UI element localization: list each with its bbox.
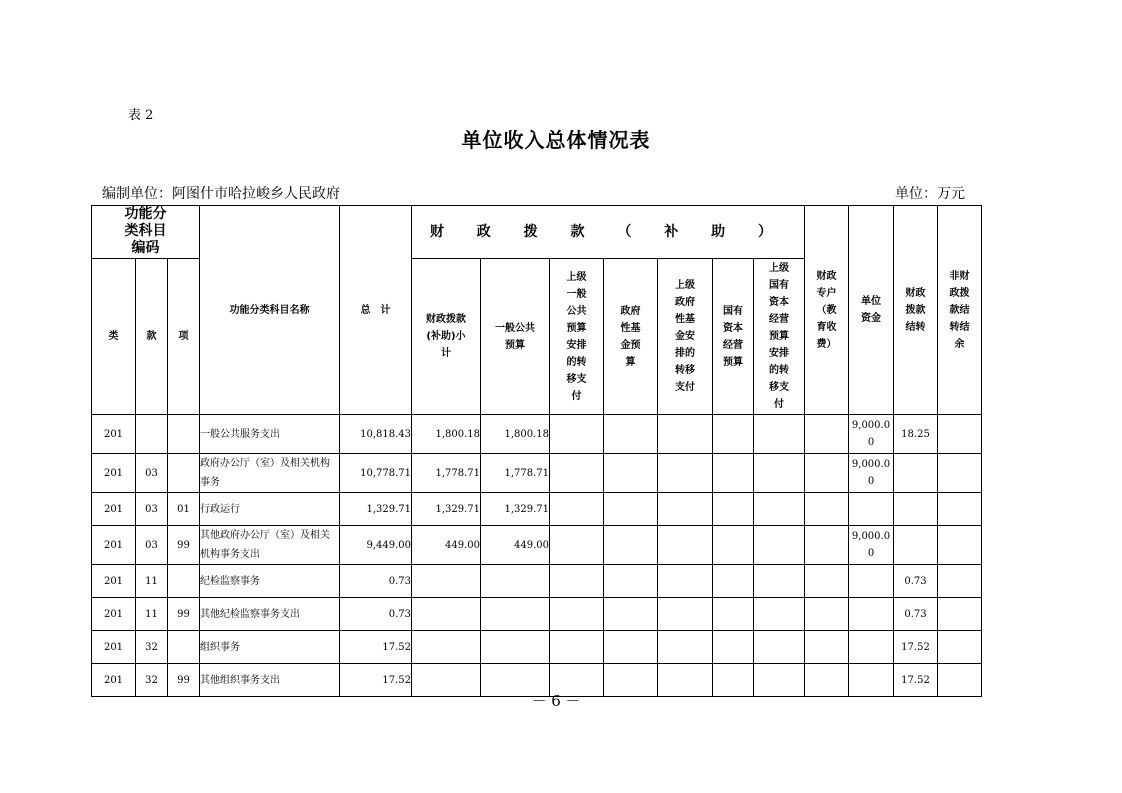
cell-unit-funds <box>849 598 894 631</box>
cell-unit-funds <box>849 631 894 664</box>
cell-kuan: 03 <box>136 454 168 493</box>
cell-xiang: 99 <box>168 526 200 565</box>
cell-name: 其他纪检监察事务支出 <box>200 598 340 631</box>
cell-total: 17.52 <box>340 664 412 697</box>
cell-lei: 201 <box>92 526 136 565</box>
cell-fiscal-carryover: 18.25 <box>894 415 938 454</box>
cell-lei: 201 <box>92 565 136 598</box>
cell-name: 行政运行 <box>200 493 340 526</box>
header-upper-fund-transfer: 上级政府性基金安排的转移支付 <box>658 259 713 415</box>
header-xiang: 项 <box>168 259 200 415</box>
table-row <box>92 493 982 526</box>
cell-xiang <box>168 565 200 598</box>
cell-lei: 201 <box>92 664 136 697</box>
table-row <box>92 526 982 565</box>
cell-general-budget: 1,778.71 <box>481 454 550 493</box>
cell-fiscal-subtotal: 1,800.18 <box>412 415 481 454</box>
cell-general-budget: 1,329.71 <box>481 493 550 526</box>
cell-unit-funds <box>849 493 894 526</box>
header-total: 总 计 <box>340 206 412 415</box>
cell-xiang: 01 <box>168 493 200 526</box>
cell-total: 0.73 <box>340 565 412 598</box>
cell-unit-funds: 9,000.00 <box>849 415 894 454</box>
cell-general-budget <box>481 565 550 598</box>
header-state-capital: 国有资本经营预算 <box>713 259 754 415</box>
cell-lei: 201 <box>92 493 136 526</box>
cell-fiscal-carryover: 0.73 <box>894 598 938 631</box>
cell-lei: 201 <box>92 631 136 664</box>
page-title: 单位收入总体情况表 <box>461 128 651 152</box>
table-row <box>92 565 982 598</box>
cell-name: 组织事务 <box>200 631 340 664</box>
cell-fiscal-subtotal: 1,329.71 <box>412 493 481 526</box>
cell-kuan: 03 <box>136 493 168 526</box>
cell-name: 政府办公厅（室）及相关机构事务 <box>200 454 340 493</box>
cell-lei: 201 <box>92 415 136 454</box>
cell-total: 10,778.71 <box>340 454 412 493</box>
header-fiscal-carryover: 财政拨款结转 <box>894 206 938 415</box>
header-gov-fund: 政府性基金预算 <box>604 259 658 415</box>
cell-xiang <box>168 415 200 454</box>
header-special-account: 财政专户（教育收费） <box>805 206 849 415</box>
header-unit-funds: 单位资金 <box>849 206 894 415</box>
cell-total: 1,329.71 <box>340 493 412 526</box>
cell-fiscal-carryover: 17.52 <box>894 631 938 664</box>
cell-fiscal-carryover <box>894 526 938 565</box>
header-item-name: 功能分类科目名称 <box>200 206 340 415</box>
table-row <box>92 454 982 493</box>
cell-fiscal-subtotal: 449.00 <box>412 526 481 565</box>
header-general-budget: 一般公共预算 <box>481 259 550 415</box>
cell-total: 17.52 <box>340 631 412 664</box>
cell-lei: 201 <box>92 454 136 493</box>
header-lei: 类 <box>92 259 136 415</box>
cell-xiang: 99 <box>168 664 200 697</box>
cell-lei: 201 <box>92 598 136 631</box>
header-kuan: 款 <box>136 259 168 415</box>
table-row <box>92 598 982 631</box>
cell-kuan: 11 <box>136 598 168 631</box>
cell-kuan: 03 <box>136 526 168 565</box>
cell-general-budget: 1,800.18 <box>481 415 550 454</box>
cell-name: 其他政府办公厅（室）及相关机构事务支出 <box>200 526 340 565</box>
cell-total: 10,818.43 <box>340 415 412 454</box>
cell-kuan: 32 <box>136 664 168 697</box>
cell-name: 纪检监察事务 <box>200 565 340 598</box>
cell-total: 0.73 <box>340 598 412 631</box>
cell-general-budget: 449.00 <box>481 526 550 565</box>
cell-unit-funds <box>849 565 894 598</box>
header-fiscal-group: 财 政 拨 款 （ 补 助 ） <box>412 206 805 259</box>
header-code-group: 功能分类科目编码 <box>92 206 200 259</box>
cell-fiscal-carryover <box>894 493 938 526</box>
cell-general-budget <box>481 631 550 664</box>
cell-kuan: 11 <box>136 565 168 598</box>
header-nonfiscal-carryover: 非财政拨款结转结余 <box>938 206 982 415</box>
cell-xiang: 99 <box>168 598 200 631</box>
cell-fiscal-subtotal <box>412 631 481 664</box>
income-summary-table <box>91 205 982 697</box>
cell-name: 其他组织事务支出 <box>200 664 340 697</box>
header-upper-general-transfer: 上级一般公共预算安排的转移支付 <box>550 259 604 415</box>
cell-xiang <box>168 631 200 664</box>
cell-unit-funds: 9,000.00 <box>849 526 894 565</box>
header-upper-capital-transfer: 上级国有资本经营预算安排的转移支付 <box>754 259 805 415</box>
table-label: 表 2 <box>128 108 154 123</box>
page-number: － 6 － <box>531 692 581 710</box>
cell-fiscal-carryover <box>894 454 938 493</box>
cell-kuan <box>136 415 168 454</box>
cell-total: 9,449.00 <box>340 526 412 565</box>
organization-line: 编制单位：阿图什市哈拉峻乡人民政府 <box>102 186 340 202</box>
cell-general-budget <box>481 598 550 631</box>
table-row <box>92 415 982 454</box>
cell-fiscal-subtotal: 1,778.71 <box>412 454 481 493</box>
unit-line: 单位：万元 <box>895 186 965 202</box>
cell-fiscal-carryover: 0.73 <box>894 565 938 598</box>
cell-fiscal-subtotal <box>412 565 481 598</box>
cell-fiscal-carryover: 17.52 <box>894 664 938 697</box>
cell-unit-funds: 9,000.00 <box>849 454 894 493</box>
cell-fiscal-subtotal <box>412 598 481 631</box>
table-row <box>92 631 982 664</box>
cell-name: 一般公共服务支出 <box>200 415 340 454</box>
cell-xiang <box>168 454 200 493</box>
cell-kuan: 32 <box>136 631 168 664</box>
header-fiscal-subtotal: 财政拨款(补助)小计 <box>412 259 481 415</box>
